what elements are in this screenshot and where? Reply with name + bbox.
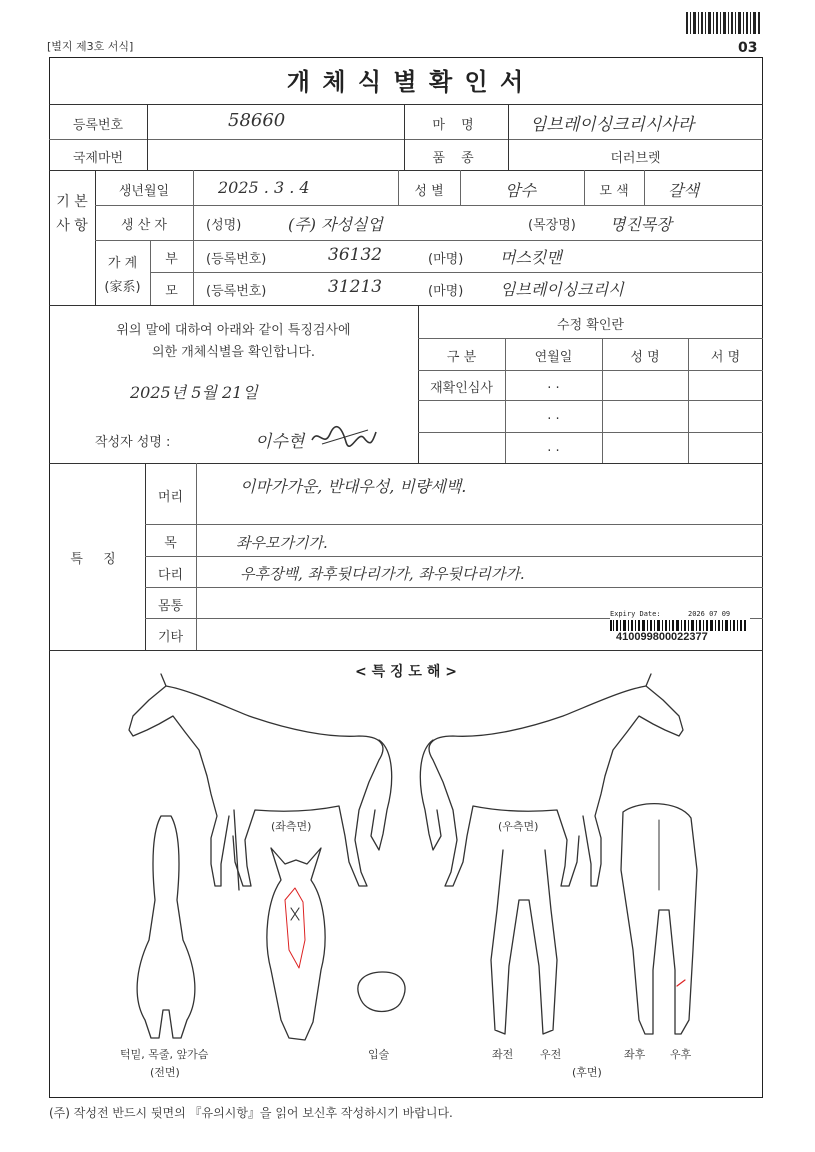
revision-col-sign: 서 명 (710, 350, 741, 365)
left-fore-label: 좌전 (492, 1048, 514, 1061)
sticker-barcode-number: 410099800022377 (616, 631, 708, 643)
producer-label: 생 산 자 (121, 218, 167, 233)
sire-reg-label: (등록번호) (206, 252, 267, 267)
birth-date-value: 2025 . 3 . 4 (218, 178, 310, 197)
right-fore-label: 우전 (540, 1048, 562, 1061)
front-caption: 턱밑, 목줄, 앞가슴 (120, 1048, 209, 1061)
front-legs-view (491, 850, 557, 1034)
sire-name-value: 머스킷맨 (500, 248, 562, 267)
front-view-label: (전면) (150, 1066, 180, 1079)
sticker-barcode (610, 620, 746, 631)
other-label: 기타 (157, 630, 184, 645)
head-label: 머리 (157, 490, 184, 505)
sex-value: 암수 (505, 181, 536, 200)
author-label: 작성자 성명 : (95, 435, 171, 450)
basic-section-label: 기 본 사 항 (56, 194, 88, 234)
confirmation-date: 2025년 5월 21일 (130, 383, 258, 402)
coat-color-value: 갈색 (668, 181, 699, 200)
expiry-date: 2026 07 09 (688, 610, 731, 618)
registration-number-label: 등록번호 (72, 118, 124, 133)
horse-name-label: 마 명 (432, 118, 480, 133)
dam-reg-label: (등록번호) (206, 284, 267, 299)
author-name: 이수현 (255, 432, 305, 452)
left-hind-label: 좌후 (624, 1048, 646, 1061)
horse-name-value: 임브레이싱크리시사라 (530, 115, 695, 135)
revision-row1-date: . . (547, 377, 560, 392)
muzzle-label: 입술 (368, 1048, 390, 1061)
features-section-label: 특 징 (70, 552, 124, 567)
dam-name-value: 임브레이싱크리시 (500, 280, 624, 299)
footer-note: (주) 작성전 반드시 뒷면의 『유의시항』을 읽어 보신후 작성하시기 바랍니다. (49, 1106, 453, 1120)
neck-label: 목 (164, 536, 177, 551)
rear-view-label: (후면) (572, 1066, 602, 1079)
family-hanja-label: (家系) (104, 280, 141, 295)
rear-view-horse (621, 804, 697, 1034)
breed-label: 품 종 (432, 151, 480, 166)
right-hind-label: 우후 (670, 1048, 692, 1061)
birth-date-label: 생년월일 (118, 184, 170, 199)
ranch-name-label: (목장명) (528, 218, 576, 233)
dam-reg-value: 31213 (328, 277, 383, 297)
muzzle-view (358, 972, 405, 1012)
head-front-view (267, 848, 325, 1040)
horse-diagram (49, 650, 763, 1098)
author-signature (308, 424, 380, 450)
sire-reg-value: 36132 (328, 245, 383, 265)
right-side-horse (420, 674, 683, 886)
statement-line-1: 위의 말에 대하여 아래와 같이 특징검사에 (116, 323, 351, 338)
body-label: 몸통 (157, 599, 184, 614)
dam-name-label: (마명) (428, 284, 464, 299)
page-number: 03 (738, 40, 758, 56)
revision-row2-date: . . (547, 408, 560, 423)
left-side-horse (129, 674, 392, 890)
expiry-label: Expiry Date: (610, 610, 661, 618)
family-label: 가 계 (107, 256, 138, 271)
producer-name-label: (성명) (206, 218, 242, 233)
statement-line-2: 의한 개체식별을 확인합니다. (151, 345, 316, 360)
revision-col-date: 연월일 (534, 350, 573, 365)
revision-row-type: 재확인심사 (430, 381, 493, 396)
revision-title: 수정 확인란 (557, 318, 624, 333)
registration-number-value: 58660 (228, 110, 286, 131)
legs-label: 다리 (157, 568, 184, 583)
breed-value: 더러브렛 (610, 151, 661, 166)
page-title: 개 체 식 별 확 인 서 (286, 68, 526, 96)
producer-name-value: (주) 자성실업 (288, 215, 383, 234)
revision-row3-date: . . (547, 440, 560, 455)
front-neck-view (137, 816, 195, 1038)
sire-name-label: (마명) (428, 252, 464, 267)
sex-label: 성 별 (414, 184, 444, 199)
left-side-label: (좌측면) (271, 820, 312, 833)
diagram-title: < 특 징 도 해 > (355, 664, 457, 680)
revision-col-name: 성 명 (630, 350, 660, 365)
revision-col-type: 구 분 (446, 350, 477, 365)
ranch-name-value: 명진목장 (610, 215, 672, 234)
head-features: 이마가가운, 반대우성, 비량세백. (240, 477, 467, 496)
neck-features: 좌우모가기가. (236, 534, 328, 552)
form-number-label: [별지 제3호 서식] (47, 40, 134, 53)
right-side-label: (우측면) (498, 820, 539, 833)
top-barcode (686, 12, 762, 34)
expiry-sticker (610, 610, 750, 646)
sire-label: 부 (165, 252, 178, 267)
dam-label: 모 (165, 284, 178, 299)
coat-color-label: 모 색 (599, 184, 629, 199)
legs-features: 우후장백, 좌후뒷다리가가, 좌우뒷다리가가. (240, 565, 525, 583)
intl-number-label: 국제마번 (72, 151, 124, 166)
